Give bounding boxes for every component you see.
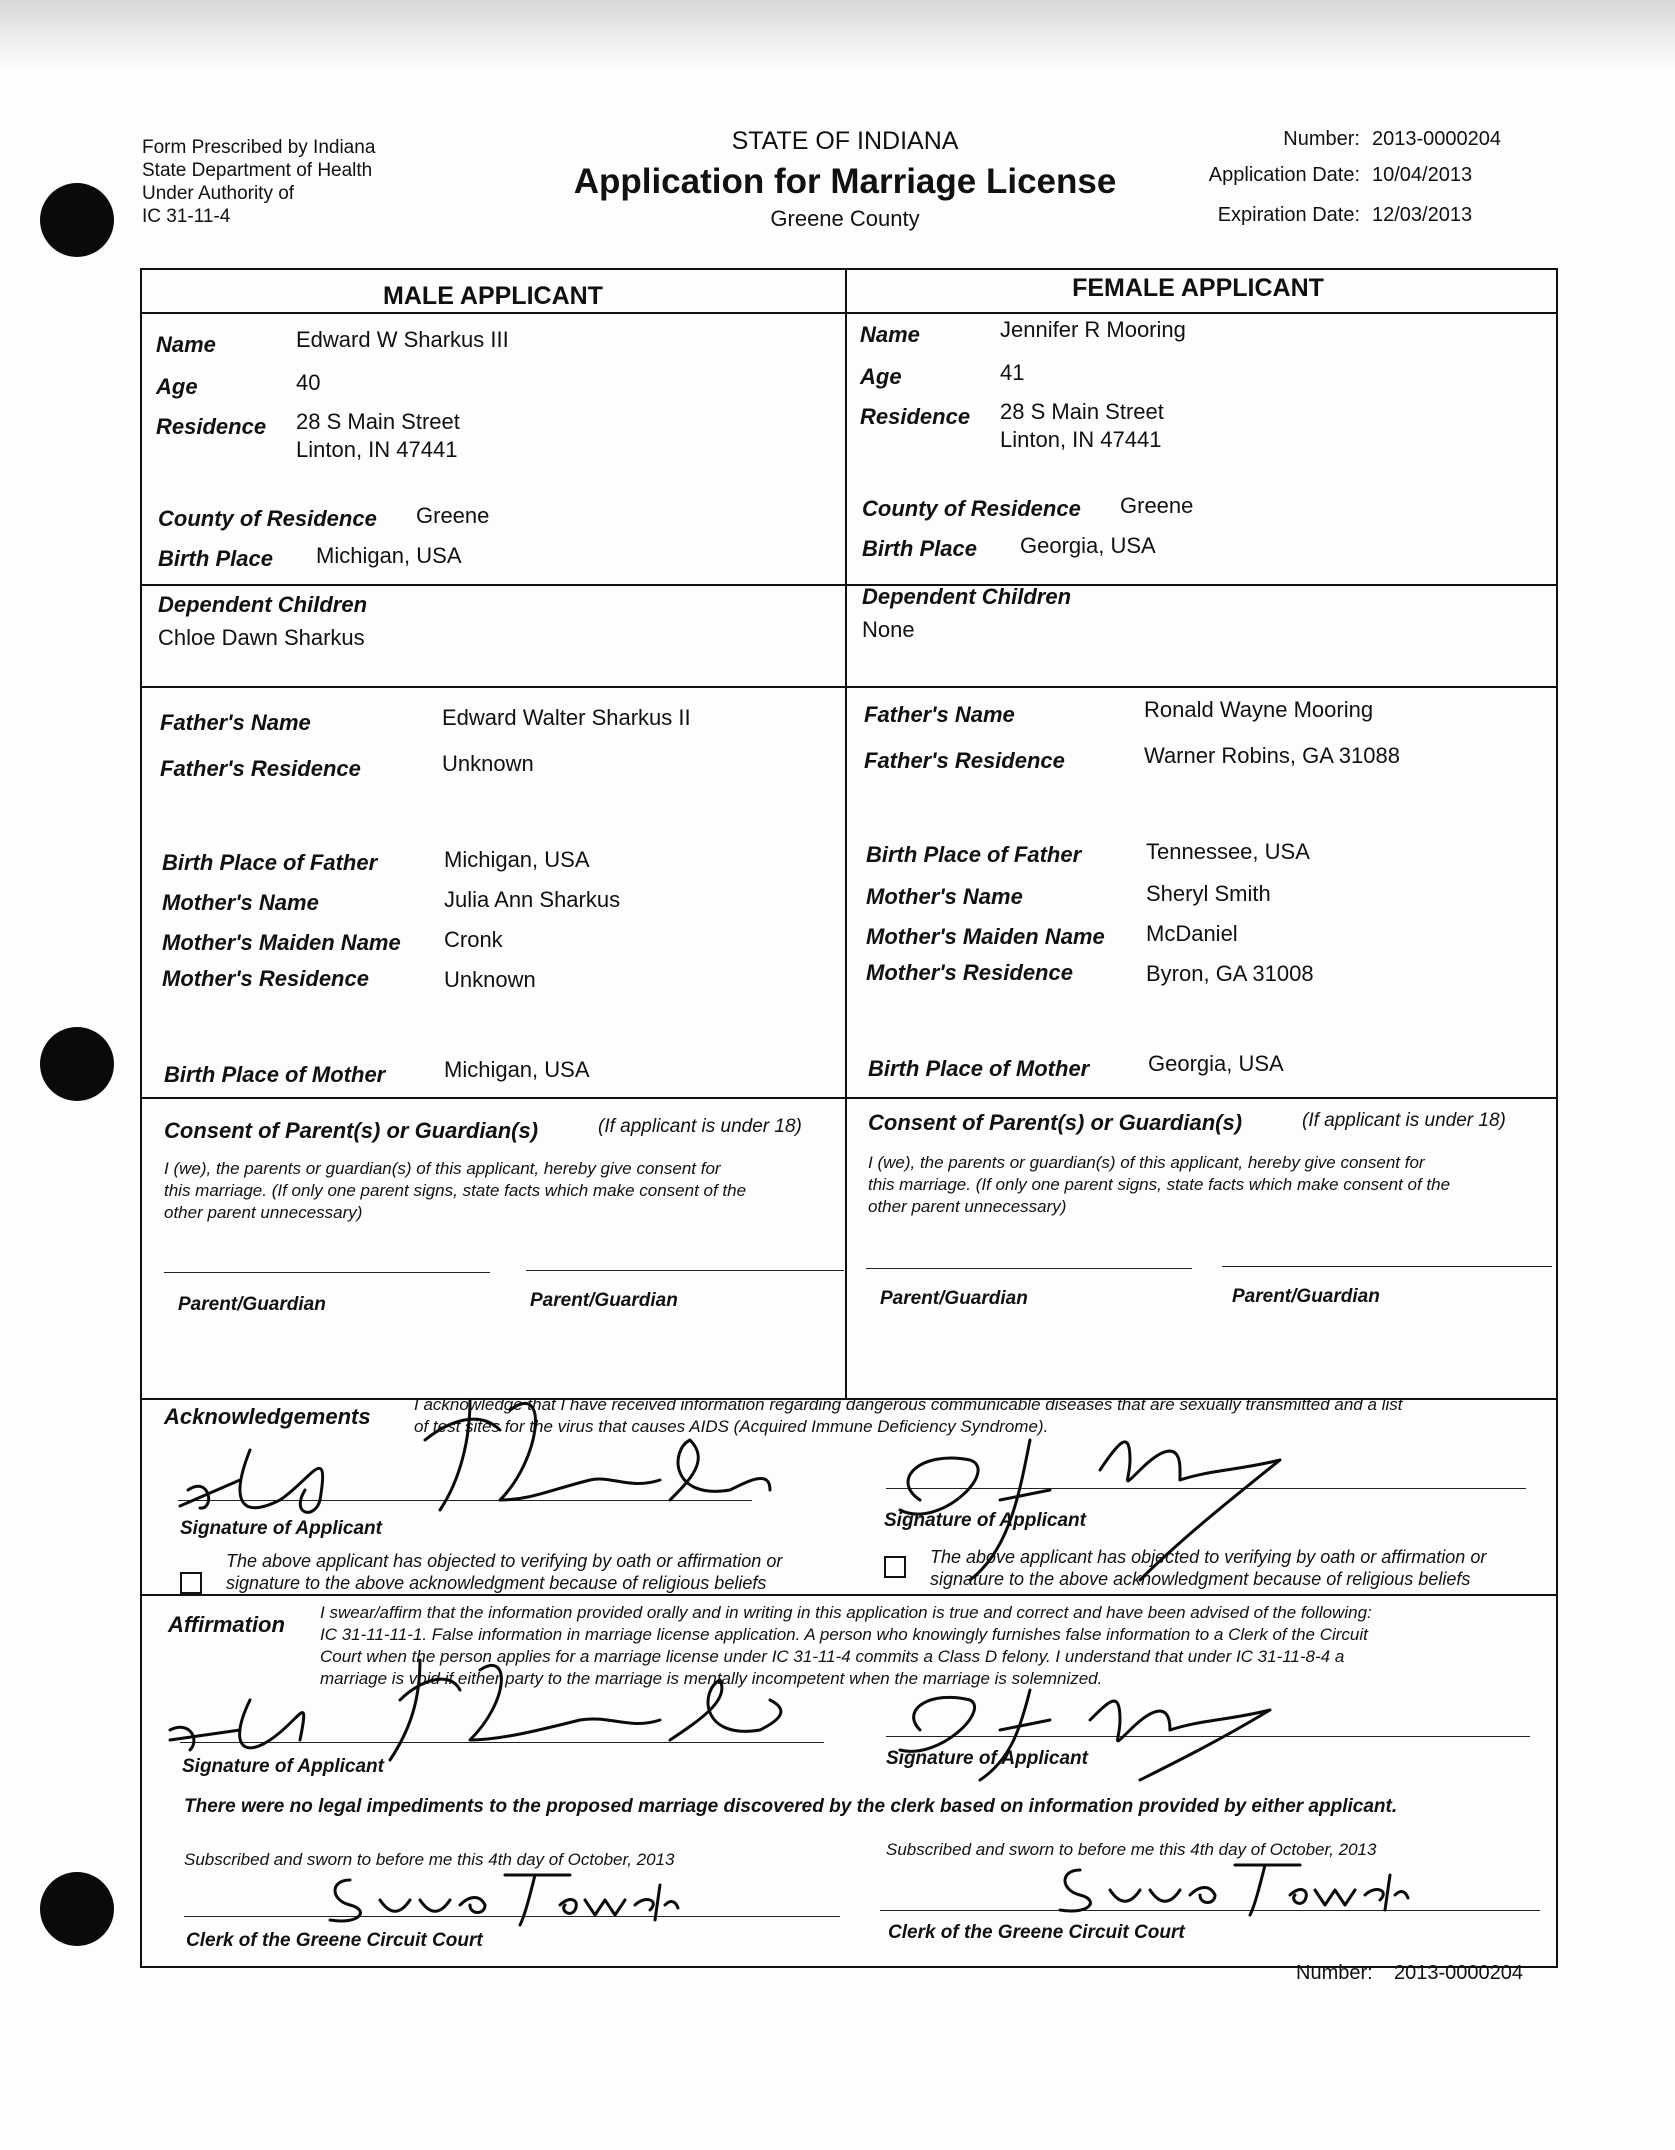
row-divider xyxy=(140,584,1558,586)
acknowledgement-text-line: I acknowledge that I have received information regarding dangerous communicable diseases that are sexually transmitted and a list xyxy=(414,1395,1403,1414)
mothers-maiden-name-label: Mother's Maiden Name xyxy=(866,924,1105,949)
male-residence-line2: Linton, IN 47441 xyxy=(296,437,458,462)
birth-place-mother-label: Birth Place of Mother xyxy=(868,1056,1090,1081)
page-title: Application for Marriage License xyxy=(573,162,1117,201)
consent-note: (If applicant is under 18) xyxy=(598,1116,802,1137)
parent-guardian-label: Parent/Guardian xyxy=(1232,1286,1380,1307)
acknowledgements-label: Acknowledgements xyxy=(164,1404,371,1429)
dependent-children-label: Dependent Children xyxy=(158,592,368,617)
number-label: Number: xyxy=(1283,128,1360,150)
form-prescribed-note xyxy=(142,136,375,228)
footer-number-value: 2013-0000204 xyxy=(1394,1962,1524,1984)
dependent-children-label xyxy=(862,584,1071,610)
female-mothers-maiden-name: McDaniel xyxy=(1146,921,1238,946)
consent-text-line: I (we), the parents or guardian(s) of this applicant, hereby give consent for xyxy=(164,1159,721,1178)
row-divider xyxy=(140,686,1558,688)
female-residence-line1: 28 S Main Street xyxy=(1000,399,1164,424)
parent-guardian-signature-line[interactable] xyxy=(164,1272,490,1273)
signature-of-applicant-label: Signature of Applicant xyxy=(182,1756,384,1777)
male-birth-place-mother: Michigan, USA xyxy=(444,1057,590,1082)
county-heading: Greene County xyxy=(770,206,920,231)
residence-label: Residence xyxy=(156,414,267,439)
prescribed-line: Under Authority of xyxy=(142,183,295,204)
objection-text-line: The above applicant has objected to verifying by oath or affirmation or xyxy=(930,1547,1487,1567)
consent-text xyxy=(164,1158,844,1224)
female-residence-line2: Linton, IN 47441 xyxy=(1000,427,1162,452)
name-label: Name xyxy=(860,322,920,347)
header-row-divider xyxy=(140,312,1558,314)
subscribed-sworn-text: Subscribed and sworn to before me this 4th day of October, 2013 xyxy=(184,1850,675,1869)
number-value: 2013-0000204 xyxy=(1372,128,1502,150)
parent-guardian-signature-line[interactable] xyxy=(866,1268,1192,1269)
female-fathers-name: Ronald Wayne Mooring xyxy=(1144,697,1374,722)
county-of-residence-label: County of Residence xyxy=(862,496,1081,521)
fathers-name-label: Father's Name xyxy=(160,710,311,735)
male-signature-ack xyxy=(170,1380,790,1530)
signature-of-applicant-label: Signature of Applicant xyxy=(884,1510,1086,1531)
column-divider xyxy=(845,268,847,1400)
female-county-of-residence: Greene xyxy=(1120,493,1194,518)
male-birth-place-father: Michigan, USA xyxy=(444,847,590,872)
expiration-date-value: 12/03/2013 xyxy=(1372,204,1473,226)
consent-text xyxy=(868,1152,1558,1218)
female-signature-affirmation xyxy=(880,1680,1340,1790)
male-mothers-maiden-name: Cronk xyxy=(444,927,503,952)
birth-place-label: Birth Place xyxy=(158,546,273,571)
age-label: Age xyxy=(860,364,902,389)
affirmation-text-line: Court when the person applies for a marriage license under IC 31-11-4 commits a Class D felony. I understand that under IC 31-11-8-4 a xyxy=(320,1647,1345,1666)
prescribed-line: State Department of Health xyxy=(142,160,373,181)
mothers-residence-label: Mother's Residence xyxy=(866,960,1073,985)
footer-number-label: Number: xyxy=(1296,1962,1373,1984)
consent-note: (If applicant is under 18) xyxy=(1302,1110,1506,1131)
consent-text-line: this marriage. (If only one parent signs, state facts which make consent of the xyxy=(164,1181,747,1200)
parent-guardian-signature-line[interactable] xyxy=(526,1270,844,1271)
expiration-date-label: Expiration Date: xyxy=(1217,204,1360,226)
female-fathers-residence: Warner Robins, GA 31088 xyxy=(1144,743,1400,768)
signature-of-applicant-label: Signature of Applicant xyxy=(886,1748,1088,1769)
female-name: Jennifer R Mooring xyxy=(1000,317,1186,342)
fathers-residence-label: Father's Residence xyxy=(864,748,1065,773)
age-label: Age xyxy=(156,374,198,399)
male-mothers-name: Julia Ann Sharkus xyxy=(444,887,621,912)
male-name: Edward W Sharkus III xyxy=(296,327,509,352)
consent-heading: Consent of Parent(s) or Guardian(s) xyxy=(164,1118,539,1143)
male-dependent-children: Chloe Dawn Sharkus xyxy=(158,625,365,650)
male-fathers-name: Edward Walter Sharkus II xyxy=(442,705,691,730)
punch-hole xyxy=(40,183,114,257)
objection-text-line: signature to the above acknowledgment because of religious beliefs xyxy=(226,1573,767,1593)
religious-objection-checkbox[interactable] xyxy=(180,1572,202,1594)
parent-guardian-label: Parent/Guardian xyxy=(880,1288,1028,1309)
clerk-label: Clerk of the Greene Circuit Court xyxy=(186,1930,483,1951)
female-age: 41 xyxy=(1000,360,1025,385)
signature-of-applicant-label: Signature of Applicant xyxy=(180,1518,382,1539)
no-impediments-statement: There were no legal impediments to the proposed marriage discovered by the clerk based on information provided by either applicant. xyxy=(184,1796,1398,1817)
parent-guardian-label: Parent/Guardian xyxy=(530,1290,678,1311)
county-of-residence-label: County of Residence xyxy=(158,506,377,531)
birth-place-father-label: Birth Place of Father xyxy=(162,850,378,875)
clerk-label: Clerk of the Greene Circuit Court xyxy=(888,1922,1185,1943)
residence-label: Residence xyxy=(860,404,971,429)
male-county-of-residence: Greene xyxy=(416,503,490,528)
prescribed-line: IC 31-11-4 xyxy=(142,206,231,227)
female-dependent-children: None xyxy=(862,617,915,642)
female-signature-ack xyxy=(880,1410,1400,1590)
subscribed-sworn-text: Subscribed and sworn to before me this 4th day of October, 2013 xyxy=(886,1840,1377,1859)
affirmation-text-line: I swear/affirm that the information provided orally and in writing in this application is true and correct and have been advised of the following: xyxy=(320,1603,1372,1622)
consent-text-line: this marriage. (If only one parent signs, state facts which make consent of the xyxy=(868,1175,1451,1194)
birth-place-label: Birth Place xyxy=(862,536,977,561)
male-signature-affirmation xyxy=(160,1640,800,1770)
clerk-signature xyxy=(320,1860,680,1930)
application-date-label: Application Date: xyxy=(1208,164,1360,186)
female-applicant-heading: FEMALE APPLICANT xyxy=(1072,274,1324,302)
row-divider xyxy=(140,1097,1558,1099)
fathers-residence-label: Father's Residence xyxy=(160,756,361,781)
objection-text xyxy=(226,1550,782,1594)
punch-hole xyxy=(40,1027,114,1101)
affirmation-text-line: marriage is void if either party to the marriage is mentally incompetent when the marriage is solemnized. xyxy=(320,1669,1103,1688)
affirmation-text-line: IC 31-11-11-1. False information in marriage license application. A person who knowingly furnishes false information to a Clerk of the Circuit xyxy=(320,1625,1368,1644)
punch-hole xyxy=(40,1872,114,1946)
consent-text-line: I (we), the parents or guardian(s) of this applicant, hereby give consent for xyxy=(868,1153,1425,1172)
female-birth-place-mother: Georgia, USA xyxy=(1148,1051,1284,1076)
female-mothers-residence: Byron, GA 31008 xyxy=(1146,961,1314,986)
scan-shadow xyxy=(0,0,1675,70)
female-birth-place-father: Tennessee, USA xyxy=(1146,839,1310,864)
male-residence-line1: 28 S Main Street xyxy=(296,409,460,434)
fathers-name-label: Father's Name xyxy=(864,702,1015,727)
male-birth-place: Michigan, USA xyxy=(316,543,462,568)
clerk-signature xyxy=(1050,1850,1410,1920)
male-mothers-residence: Unknown xyxy=(444,967,536,992)
objection-text-line: The above applicant has objected to verifying by oath or affirmation or xyxy=(226,1551,783,1571)
consent-text-line: other parent unnecessary) xyxy=(164,1203,363,1222)
parent-guardian-label: Parent/Guardian xyxy=(178,1294,326,1315)
objection-text-line: signature to the above acknowledgment because of religious beliefs xyxy=(930,1569,1471,1589)
affirmation-label: Affirmation xyxy=(168,1612,285,1637)
birth-place-father-label: Birth Place of Father xyxy=(866,842,1082,867)
state-heading: STATE OF INDIANA xyxy=(731,127,959,155)
male-fathers-residence: Unknown xyxy=(442,751,534,776)
name-label: Name xyxy=(156,332,216,357)
female-mothers-name: Sheryl Smith xyxy=(1146,881,1271,906)
male-age: 40 xyxy=(296,370,321,395)
prescribed-line: Form Prescribed by Indiana xyxy=(142,137,376,158)
mothers-maiden-name-label: Mother's Maiden Name xyxy=(162,930,401,955)
birth-place-mother-label: Birth Place of Mother xyxy=(164,1062,386,1087)
male-applicant-heading: MALE APPLICANT xyxy=(383,282,603,310)
parent-guardian-signature-line[interactable] xyxy=(1222,1266,1552,1267)
mothers-name-label: Mother's Name xyxy=(866,884,1023,909)
row-divider xyxy=(140,1594,1558,1596)
acknowledgement-text-line: of test sites for the virus that causes AIDS (Acquired Immune Deficiency Syndrome). xyxy=(414,1417,1049,1436)
mothers-name-label: Mother's Name xyxy=(162,890,319,915)
consent-heading: Consent of Parent(s) or Guardian(s) xyxy=(868,1110,1243,1135)
application-date-value: 10/04/2013 xyxy=(1372,164,1473,186)
mothers-residence-label: Mother's Residence xyxy=(162,966,369,991)
female-birth-place: Georgia, USA xyxy=(1020,533,1156,558)
dependent-children-text: Dependent Children xyxy=(862,584,1072,609)
consent-text-line: other parent unnecessary) xyxy=(868,1197,1067,1216)
